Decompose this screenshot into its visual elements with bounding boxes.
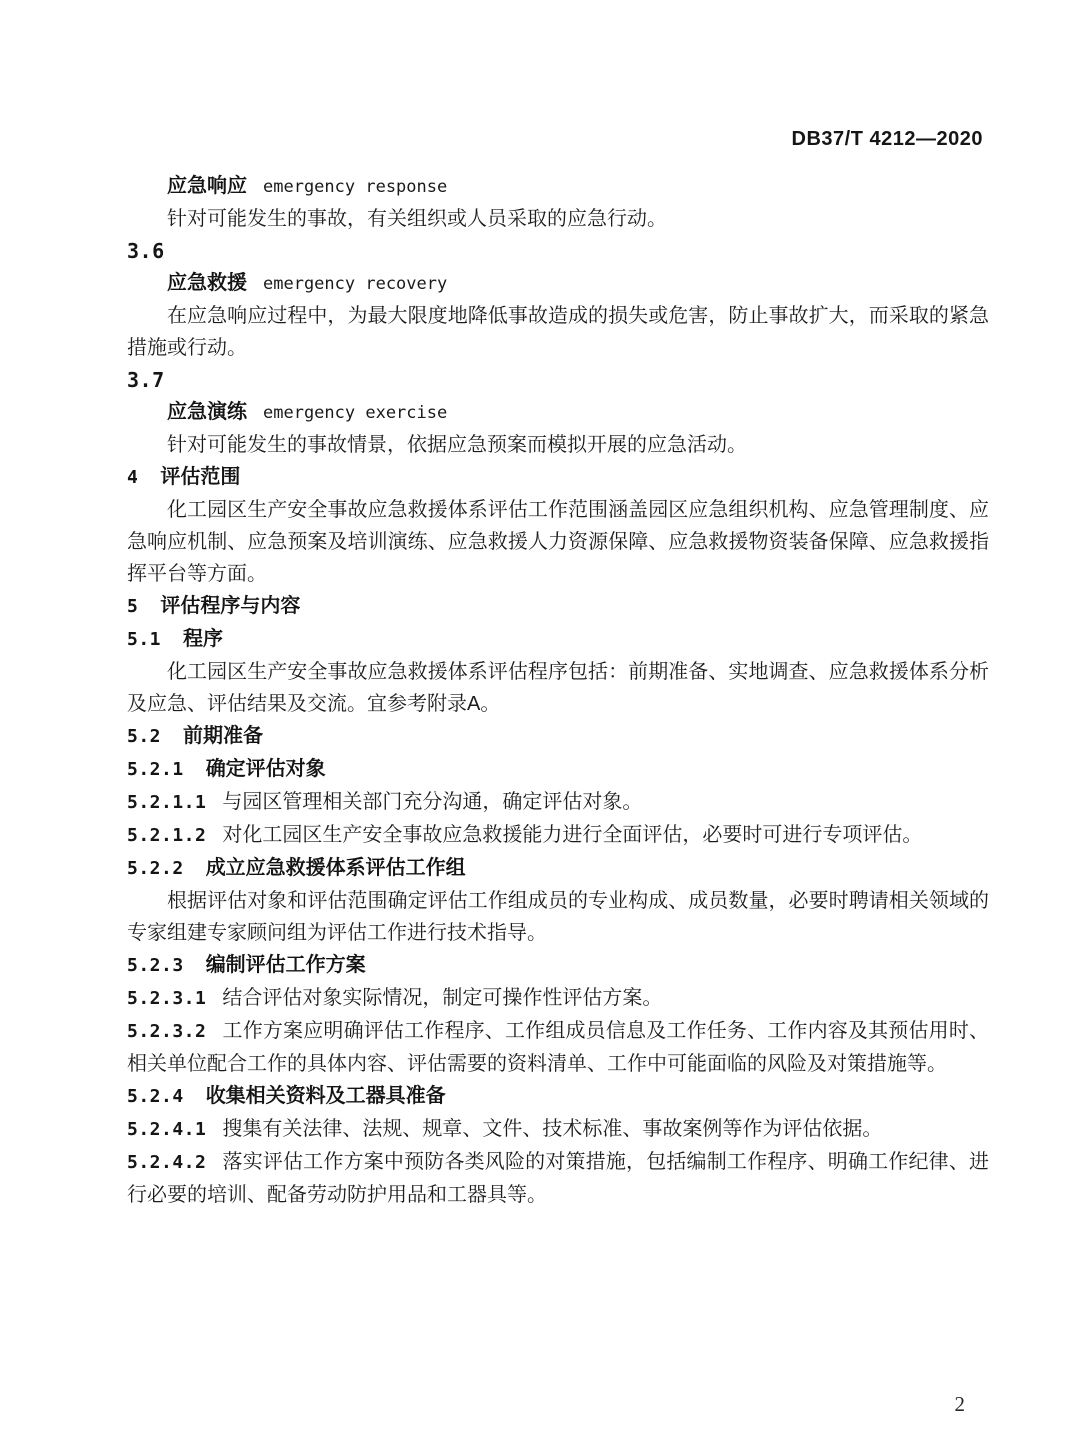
- document-content: [127, 170, 989, 1211]
- clause-number-3-7: 3.7: [127, 368, 165, 392]
- clause-5-2-4-2: [127, 1146, 989, 1211]
- subsection-heading-5-2-4: [127, 1080, 989, 1113]
- doc-number-header: DB37/T 4212—2020: [791, 128, 983, 150]
- term-entry: [127, 396, 989, 429]
- term-en-label: emergency response: [263, 177, 448, 197]
- section-number: 5.2.2: [127, 858, 184, 879]
- section-paragraph: 化工园区生产安全事故应急救援体系评估程序包括：前期准备、实地调查、应急救援体系分析及应急、评估结果及交流。宜参考附录A。: [127, 661, 989, 715]
- section-number: 4: [127, 467, 139, 488]
- clause-5-2-1-1: [127, 786, 989, 819]
- clause-number-3-6: 3.6: [127, 239, 165, 263]
- section-paragraph: 根据评估对象和评估范围确定评估工作组成员的专业构成、成员数量，必要时聘请相关领域的专家组建专家顾问组为评估工作进行技术指导。: [127, 890, 989, 944]
- clause-text: 搜集有关法律、法规、规章、文件、技术标准、事故案例等作为评估依据。: [222, 1118, 883, 1140]
- section-number: 5.2: [127, 726, 162, 747]
- clause-number: 5.2.1.2: [127, 825, 207, 846]
- clause-text: 结合评估对象实际情况，制定可操作性评估方案。: [222, 987, 663, 1009]
- clause-5-2-4-1: [127, 1113, 989, 1146]
- section-title: 程序: [183, 628, 224, 650]
- section-title: 收集相关资料及工器具准备: [205, 1085, 446, 1107]
- clause-text: 工作方案应明确评估工作程序、工作组成员信息及工作任务、工作内容及其预估用时、相关单位配合工作的具体内容、评估需要的资料清单、工作中可能面临的风险及对策措施等。: [127, 1020, 989, 1075]
- clause-5-2-3-2: [127, 1015, 989, 1080]
- section-paragraph: 化工园区生产安全事故应急救援体系评估工作范围涵盖园区应急组织机构、应急管理制度、应急响应机制、应急预案及培训演练、应急救援人力资源保障、应急救援物资装备保障、应急救援指挥平台等方面。: [127, 499, 989, 585]
- term-zh-label: 应急救援: [167, 272, 247, 294]
- term-zh-label: 应急演练: [167, 401, 247, 423]
- section-title: 确定评估对象: [205, 758, 326, 780]
- clause-text: 落实评估工作方案中预防各类风险的对策措施，包括编制工作程序、明确工作纪律、进行必要的培训、配备劳动防护用品和工器具等。: [127, 1151, 989, 1206]
- clause-5-2-1-2: [127, 819, 989, 852]
- section-number: 5.2.4: [127, 1086, 184, 1107]
- section-heading-5: [127, 590, 989, 623]
- term-definition: 针对可能发生的事故，有关组织或人员采取的应急行动。: [167, 208, 667, 230]
- clause-text: 与园区管理相关部门充分沟通，确定评估对象。: [222, 791, 643, 813]
- term-zh-label: 应急响应: [167, 175, 247, 197]
- section-number: 5.2.1: [127, 759, 184, 780]
- section-number: 5.2.3: [127, 955, 184, 976]
- term-entry: [127, 170, 989, 203]
- term-definition: 针对可能发生的事故情景，依据应急预案而模拟开展的应急活动。: [167, 434, 747, 456]
- clause-text: 对化工园区生产安全事故应急救援能力进行全面评估，必要时可进行专项评估。: [222, 824, 923, 846]
- subsection-heading-5-2: [127, 720, 989, 753]
- term-entry: [127, 267, 989, 300]
- clause-number: 5.2.3.2: [127, 1021, 207, 1042]
- term-definition: 在应急响应过程中，为最大限度地降低事故造成的损失或危害，防止事故扩大，而采取的紧急措施或行动。: [127, 305, 989, 359]
- term-en-label: emergency exercise: [263, 403, 448, 423]
- section-title: 评估范围: [160, 466, 241, 488]
- clause-5-2-3-1: [127, 982, 989, 1015]
- section-number: 5.1: [127, 629, 162, 650]
- clause-number: 5.2.3.1: [127, 988, 207, 1009]
- term-en-label: emergency recovery: [263, 274, 448, 294]
- section-heading-4: [127, 461, 989, 494]
- page-number: 2: [954, 1392, 965, 1416]
- clause-number: 5.2.1.1: [127, 792, 207, 813]
- subsection-heading-5-2-2: [127, 852, 989, 885]
- section-title: 编制评估工作方案: [205, 954, 366, 976]
- clause-number: 5.2.4.2: [127, 1152, 207, 1173]
- subsection-heading-5-1: [127, 623, 989, 656]
- section-title: 前期准备: [183, 725, 264, 747]
- subsection-heading-5-2-1: [127, 753, 989, 786]
- subsection-heading-5-2-3: [127, 949, 989, 982]
- section-title: 成立应急救援体系评估工作组: [205, 857, 466, 879]
- section-number: 5: [127, 596, 139, 617]
- section-title: 评估程序与内容: [160, 595, 301, 617]
- clause-number: 5.2.4.1: [127, 1119, 207, 1140]
